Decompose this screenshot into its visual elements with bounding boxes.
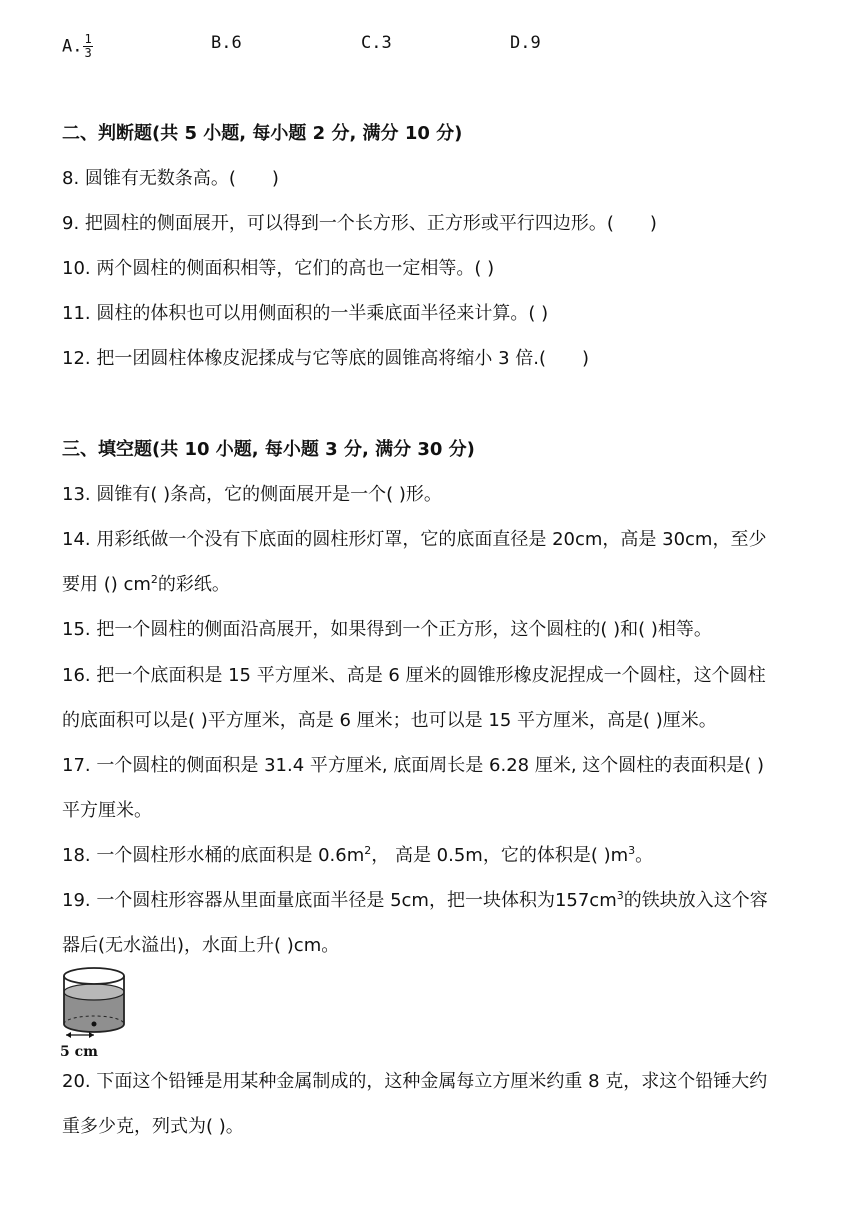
radius-arrow-left-head [66, 1032, 71, 1038]
section3-heading: 三、填空题(共 10 小题, 每小题 3 分, 满分 30 分) [62, 439, 475, 460]
question-10: 10. 两个圆柱的侧面积相等，它们的高也一定相等。( ) [62, 258, 495, 279]
option-a-prefix: A. [62, 36, 83, 57]
option-b: B.6 [211, 33, 242, 53]
q18-text-mid: ， 高是 0.5m，它的体积是( )m [371, 845, 629, 866]
question-16-line1: 16. 把一个底面积是 15 平方厘米、高是 6 厘米的圆锥形橡皮泥捏成一个圆柱，这个圆柱 [62, 665, 766, 686]
water-surface [64, 984, 124, 1000]
q18-text-post: 。 [635, 845, 654, 866]
q19-superscript: 3 [616, 889, 624, 902]
option-a [62, 33, 93, 60]
q18-superscript-2: 3 [628, 844, 636, 857]
q19-text-post: 的铁块放入这个容 [623, 890, 768, 911]
question-14-line2 [62, 572, 230, 598]
q18-text-pre: 18. 一个圆柱形水桶的底面积是 0.6m [62, 845, 365, 866]
fraction-numerator: 1 [84, 32, 92, 46]
question-20-line2: 重多少克，列式为( )。 [62, 1116, 244, 1137]
q19-text-pre: 19. 一个圆柱形容器从里面量底面半径是 5cm，把一块体积为157cm [62, 890, 617, 911]
question-18 [62, 843, 653, 869]
question-16-line2: 的底面积可以是( )平方厘米，高是 6 厘米；也可以是 15 平方厘米，高是( )厘米。 [62, 710, 717, 731]
q14-superscript: 2 [150, 573, 158, 586]
radius-label: 5 cm [60, 1044, 98, 1060]
fraction-denominator: 3 [84, 46, 92, 60]
radius-arrow-right-head [89, 1032, 94, 1038]
option-d: D.9 [510, 33, 541, 53]
question-20-line1: 20. 下面这个铅锤是用某种金属制成的，这种金属每立方厘米约重 8 克，求这个铅锤大约 [62, 1071, 768, 1092]
q14-text-post: 的彩纸。 [157, 574, 230, 595]
question-17-line1: 17. 一个圆柱的侧面积是 31.4 平方厘米, 底面周长是 6.28 厘米, 这个圆柱的表面积是( ) [62, 755, 765, 776]
question-19-line1 [62, 888, 768, 914]
question-8: 8. 圆锥有无数条高。( ) [62, 168, 279, 189]
question-9: 9. 把圆柱的侧面展开，可以得到一个长方形、正方形或平行四边形。( ) [62, 213, 657, 234]
section2-heading: 二、判断题(共 5 小题, 每小题 2 分, 满分 10 分) [62, 123, 463, 144]
cylinder-container-figure [56, 962, 136, 1062]
question-17-line2: 平方厘米。 [62, 800, 152, 821]
q18-superscript-1: 2 [364, 844, 372, 857]
question-11: 11. 圆柱的体积也可以用侧面积的一半乘底面半径来计算。( ) [62, 303, 549, 324]
question-13: 13. 圆锥有( )条高，它的侧面展开是一个( )形。 [62, 484, 442, 505]
question-12: 12. 把一团圆柱体橡皮泥揉成与它等底的圆锥高将缩小 3 倍.( ) [62, 348, 590, 369]
center-point [92, 1022, 97, 1027]
option-c: C.3 [361, 33, 392, 53]
container-rim [64, 968, 124, 984]
question-14-line1: 14. 用彩纸做一个没有下底面的圆柱形灯罩，它的底面直径是 20cm，高是 30cm，至少 [62, 529, 767, 550]
option-a-fraction [83, 33, 92, 60]
cylinder-drawing [64, 968, 124, 1038]
question-15: 15. 把一个圆柱的侧面沿高展开，如果得到一个正方形，这个圆柱的( )和( )相等。 [62, 619, 712, 640]
q14-text-pre: 要用 () cm [62, 574, 151, 595]
question-19-line2: 器后(无水溢出)，水面上升( )cm。 [62, 935, 340, 956]
